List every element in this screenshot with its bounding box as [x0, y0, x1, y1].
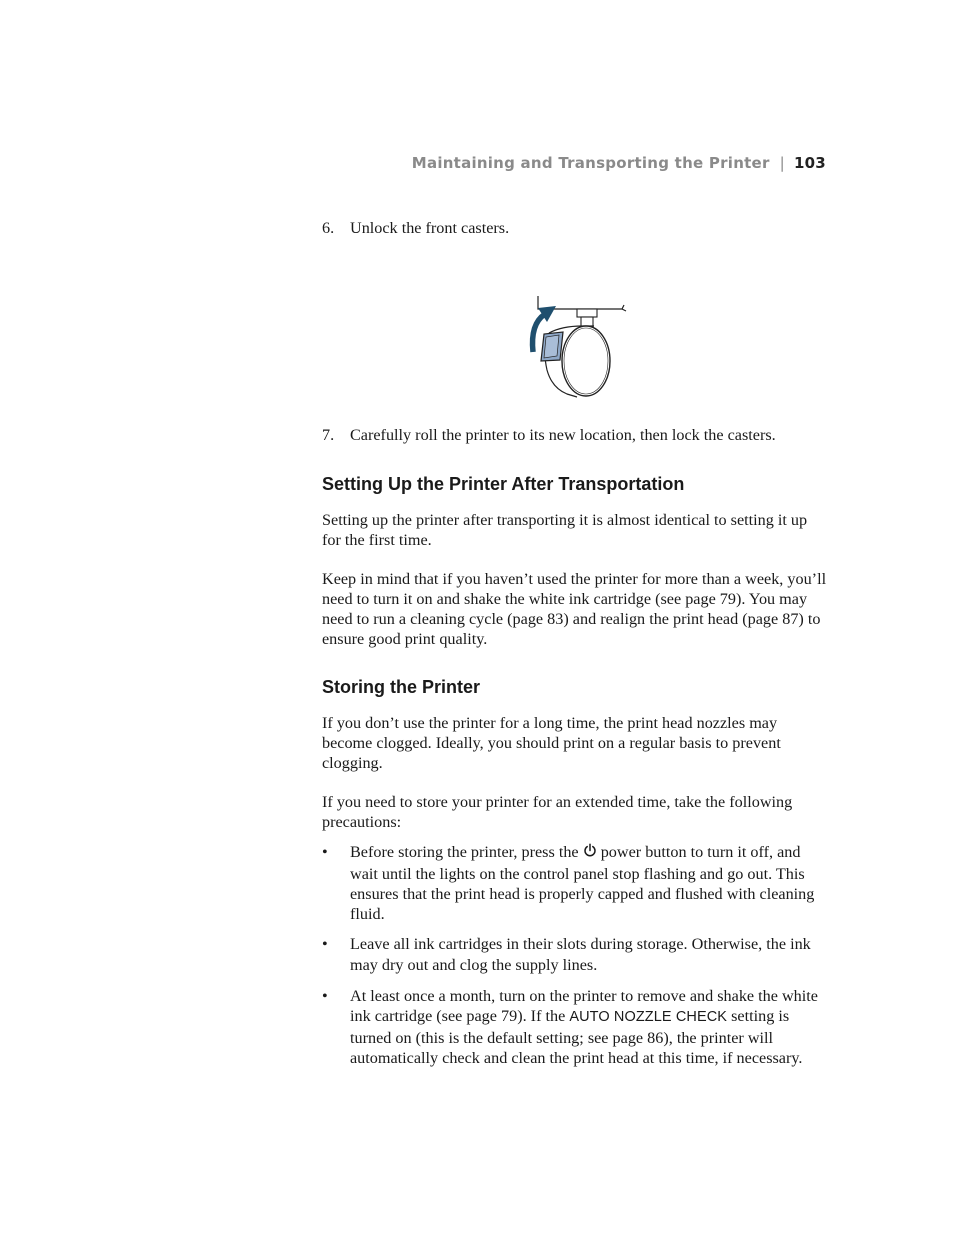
bullet: •	[322, 935, 328, 954]
list-item	[322, 934, 828, 975]
step-text: Carefully roll the printer to its new location, then lock the casters.	[350, 425, 776, 444]
paragraph: Keep in mind that if you haven’t used the printer for more than a week, you’ll need to turn it on and shake the white ink cartridge (see page 79). You may need to run a cleaning cycle (page 83) and realign the print head (page 87) to ensure good print quality.	[322, 569, 827, 649]
paragraph: If you don’t use the printer for a long time, the print head nozzles may become clogged. Ideally, you should print on a regular basis to prevent clogging.	[322, 713, 781, 773]
list-item-text: At least once a month, turn on the printer to remove and shake the white ink cartridge (see page 79). If the	[350, 987, 818, 1026]
page-body	[322, 218, 828, 1068]
storage-precautions-list	[322, 842, 828, 1068]
step-number: 7.	[322, 425, 335, 444]
section-heading-setup: Setting Up the Printer After Transportation	[322, 474, 685, 494]
setting-name: AUTO NOZZLE CHECK	[569, 1009, 728, 1026]
paragraph: Setting up the printer after transporting it is almost identical to setting it up for the first time.	[322, 511, 808, 550]
section-title: Maintaining and Transporting the Printer	[411, 154, 770, 172]
list-item	[322, 842, 828, 924]
step-number: 6.	[322, 219, 335, 237]
bullet: •	[322, 843, 328, 862]
page-number: 103	[793, 154, 826, 172]
paragraph: If you need to store your printer for an extended time, take the following precautions:	[322, 792, 793, 831]
step-text: Unlock the front casters.	[350, 219, 510, 237]
list-item-text: setting is turned on (this is the default setting; see page 86), the printer will automatically check and clean the print head at this time, if necessary.	[350, 1007, 803, 1067]
step-6	[322, 218, 828, 239]
section-heading-storing: Storing the Printer	[322, 676, 481, 697]
bullet: •	[322, 987, 328, 1006]
list-item-text: Leave all ink cartridges in their slots during storage. Otherwise, the ink may dry out and clog the supply lines.	[350, 935, 811, 974]
header-separator: |	[779, 154, 785, 172]
step-7	[322, 425, 828, 446]
list-item	[322, 986, 828, 1068]
power-icon	[583, 843, 597, 863]
caster-unlock-illustration	[522, 288, 632, 400]
running-header	[412, 154, 826, 172]
caster-figure	[322, 239, 828, 425]
list-item-text: power button to turn it off, and wait until the lights on the control panel stop flashing and go out. This ensures that the print head is properly capped and flushed with cleaning fluid.	[350, 843, 815, 924]
list-item-text: Before storing the printer, press the	[350, 843, 579, 862]
